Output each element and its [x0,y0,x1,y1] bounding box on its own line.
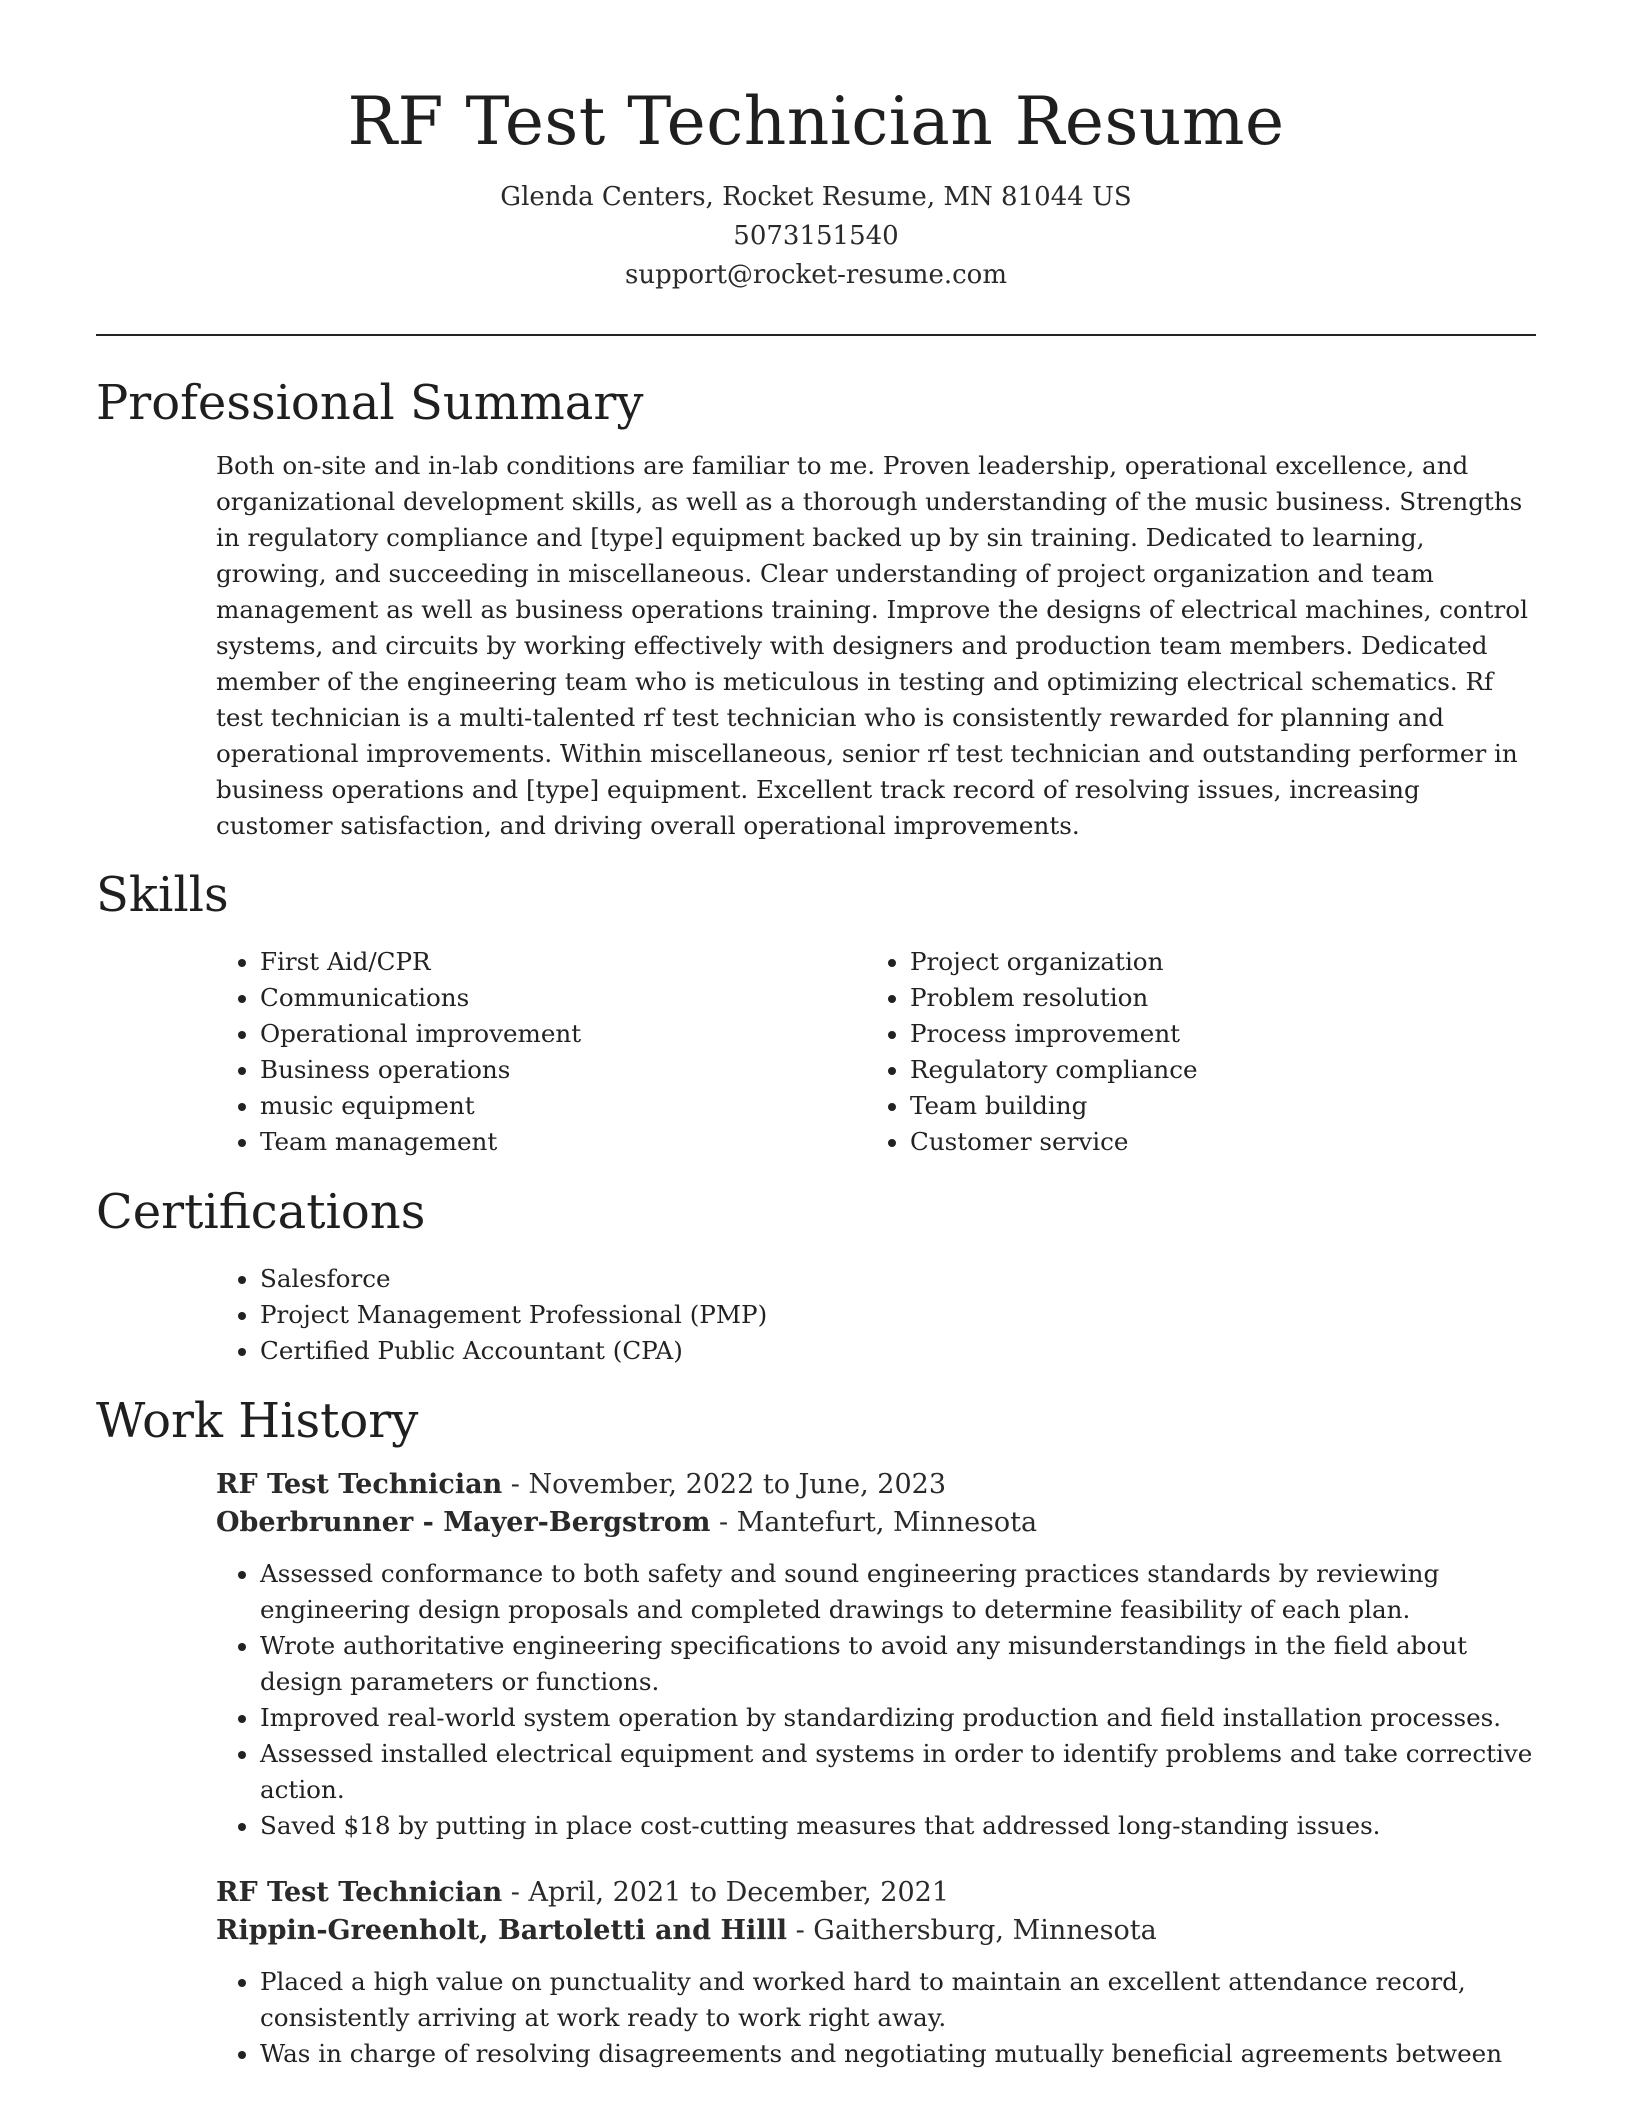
responsibility-item: • Assessed conformance to both safety and sound engineering practices standards by reviewing engineering design proposals and completed drawings to determine feasibility of each plan. [260,1556,1536,1628]
contact-phone: 5073151540 [733,220,899,251]
skill-item: • Operational improvement [260,1016,746,1052]
summary-heading: Professional Summary [96,374,644,431]
work-history-heading: Work History [96,1392,419,1449]
skill-item: • Team building [910,1088,1396,1124]
job-responsibilities [96,1964,1536,2072]
responsibility-item: • Wrote authoritative engineering specifications to avoid any misunderstandings in the field about design parameters or functions. [260,1628,1536,1700]
skills-column-right [746,944,1396,1160]
resume-page [96,0,1536,2112]
skills-list [96,944,1536,1160]
certification-item: • Certified Public Accountant (CPA) [260,1333,1536,1369]
resume-header [96,0,1536,295]
job-dates: - April, 2021 to December, 2021 [502,1877,950,1909]
job-company: Rippin-Greenholt, Bartoletti and Hilll [216,1915,787,1947]
job-responsibilities [96,1556,1536,1844]
header-divider [96,334,1536,336]
job-title-line [216,1466,1536,1504]
skill-item: • Process improvement [910,1016,1396,1052]
skill-item: • Regulatory compliance [910,1052,1396,1088]
contact-address: Glenda Centers, Rocket Resume, MN 81044 US [500,181,1132,212]
job-title: RF Test Technician [216,1469,503,1501]
contact-block [96,178,1536,295]
skills-heading: Skills [96,867,229,924]
resume-title: RF Test Technician Resume [347,83,1285,160]
job-location: - Gaithersburg, Minnesota [786,1915,1157,1947]
summary-text: Both on-site and in-lab conditions are familiar to me. Proven leadership, operational excellence, and organizational development skills, as well as a thorough understanding of the music business. Strengths in regulatory compliance and [type] equipment backed up by sin training. Dedicated to learning, growing, and succeeding in miscellaneous. Clear understanding of project organization and team management as well as business operations training. Improve the designs of electrical machines, control systems, and circuits by working effectively with designers and production team members. Dedicated member of the engineering team who is meticulous in testing and optimizing electrical schematics. Rf test technician is a multi-talented rf test technician who is consistently rewarded for planning and operational improvements. Within miscellaneous, senior rf test technician and outstanding performer in business operations and [type] equipment. Excellent track record of resolving issues, increasing customer satisfaction, and driving overall operational improvements. [216,451,1528,841]
certification-item: • Project Management Professional (PMP) [260,1297,1536,1333]
contact-email: support@rocket-resume.com [624,259,1007,290]
job-dates: - November, 2022 to June, 2023 [502,1469,947,1501]
skill-item: • Customer service [910,1124,1396,1160]
job-title: RF Test Technician [216,1877,503,1909]
skill-item: • Project organization [910,944,1396,980]
job-entry [216,1466,1536,1844]
certifications-list [96,1261,1536,1369]
responsibility-item: • Improved real-world system operation by standardizing production and field installation processes. [260,1700,1536,1736]
skill-item: • Team management [260,1124,746,1160]
job-entry [216,1874,1536,2072]
skill-item: • music equipment [260,1088,746,1124]
skill-item: • Problem resolution [910,980,1396,1016]
job-location: - Mantefurt, Minnesota [710,1507,1038,1539]
job-company-line [216,1504,1536,1542]
skill-item: • Communications [260,980,746,1016]
job-company-line [216,1912,1536,1950]
certifications-heading: Certifications [96,1184,426,1241]
job-title-line [216,1874,1536,1912]
responsibility-item: • Placed a high value on punctuality and worked hard to maintain an excellent attendance record, consistently arriving at work ready to work right away. [260,1964,1536,2036]
skill-item: • Business operations [260,1052,746,1088]
certification-item: • Salesforce [260,1261,1536,1297]
skills-column-left [96,944,746,1160]
job-company: Oberbrunner - Mayer-Bergstrom [216,1507,711,1539]
responsibility-item: • Saved $18 by putting in place cost-cutting measures that addressed long-standing issues. [260,1808,1536,1844]
responsibility-item: • Assessed installed electrical equipment and systems in order to identify problems and take corrective action. [260,1736,1536,1808]
skill-item: • First Aid/CPR [260,944,746,980]
responsibility-item: • Was in charge of resolving disagreements and negotiating mutually beneficial agreements between [260,2036,1536,2072]
